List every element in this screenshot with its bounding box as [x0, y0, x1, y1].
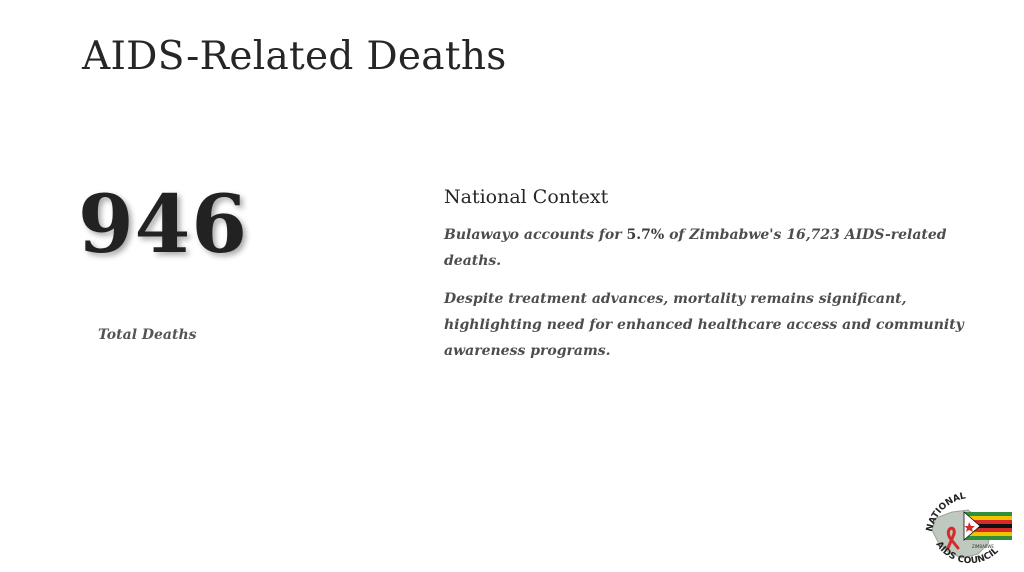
context-paragraph-mortality: Despite treatment advances, mortality remains significant, highlighting need for enhanced healthcare access and community awareness programs.	[444, 291, 964, 359]
context-paragraph-share	[444, 222, 964, 274]
logo-text-top: NATIONAL	[925, 491, 967, 533]
logo-graphic	[922, 488, 1020, 568]
share-highlight: 5.7%	[626, 227, 665, 243]
national-aids-council-logo	[922, 488, 1020, 567]
total-deaths-label: Total Deaths	[98, 327, 197, 343]
total-deaths-value: 946	[78, 177, 248, 271]
logo-text-bottom: AIDS COUNCIL	[933, 539, 1001, 567]
share-suffix: of Zimbabwe's 16,723 AIDS-related deaths.	[444, 227, 947, 269]
share-prefix: Bulawayo accounts for	[444, 227, 627, 243]
page-title: AIDS-Related Deaths	[82, 34, 507, 79]
national-context-heading: National Context	[444, 186, 609, 208]
logo-text-center: ZIMBABWE	[972, 544, 994, 549]
zimbabwe-flag-icon	[964, 512, 1012, 540]
national-context-section	[444, 186, 964, 376]
